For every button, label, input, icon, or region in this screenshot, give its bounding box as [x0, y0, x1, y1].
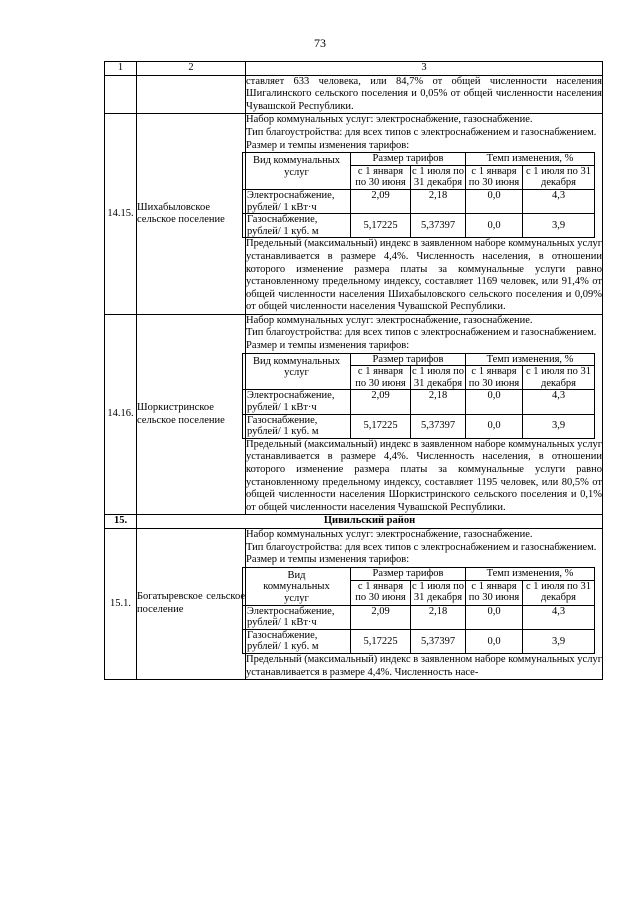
table-cell: 2,09: [351, 390, 411, 414]
col-size-header: Размер тарифов: [351, 353, 466, 366]
entry-row: [105, 314, 603, 515]
tariff-table: [242, 152, 595, 238]
table-cell: 0,0: [466, 414, 523, 438]
table-cell: 2,18: [411, 605, 466, 629]
tariff-table: [242, 567, 595, 654]
services-set: Набор коммунальных услуг: электроснабжение, газоснабжение.: [246, 528, 533, 540]
header-col-2: 2: [137, 62, 246, 76]
col-service-header: Вид коммунальных услуг: [243, 153, 351, 190]
period-header: с 1 июля по 31 декабря: [523, 580, 595, 605]
section-number: 15.: [105, 515, 137, 529]
entry-number: 15.1.: [105, 528, 137, 679]
table-cell: 3,9: [523, 214, 595, 238]
entry-row: [105, 114, 603, 315]
period-header: с 1 января по 30 июня: [466, 366, 523, 390]
period-header: с 1 июля по 31 декабря: [412, 580, 464, 604]
table-cell: 5,37397: [411, 414, 466, 438]
table-cell: 0,0: [466, 214, 523, 238]
col-rate-header: Темп изменения, %: [466, 353, 595, 366]
page-number: 73: [314, 36, 326, 50]
tariff-table: [242, 353, 595, 439]
limit-index-text: Предельный (максимальный) индекс в заявленном наборе коммунальных услуг устанавливается в размере 4,4%. Численность населения, в отношении которого изменение размера платы за коммунальные услуги равно установленному предельному индексу, составляет 1169 человек, или 91,4% от общей численности населения Шихабыловского сельского поселения и 0,09% от общей численности населения Чувашской Республики.: [246, 238, 603, 313]
col-rate-header: Темп изменения, %: [466, 567, 595, 580]
table-cell: 5,17225: [351, 629, 411, 653]
improvement-type: Тип благоустройства: для всех типов с электроснабжением и газоснабжением.: [246, 541, 597, 553]
col-rate-header: Темп изменения, %: [466, 153, 595, 166]
table-cell: 2,09: [351, 605, 411, 629]
table-cell: 2,18: [411, 189, 466, 213]
table-cell: 5,37397: [411, 214, 466, 238]
settlement-name: Шихабыловское сельское поселение: [137, 114, 246, 315]
limit-index-text: Предельный (максимальный) индекс в заявленном наборе коммунальных услуг устанавливается в размере 4,4%. Численность населения, в отношении которого изменение размера платы за коммунальные услуги равно установленному предельному индексу, составляет 1195 человек, или 80,5% от общей численности населения Шоркистринского сельского поселения и 0,1% от общей численности населения Чувашской Республики.: [246, 438, 603, 513]
entry-row: [105, 528, 603, 679]
table-row: [243, 189, 595, 213]
table-cell: 2,09: [351, 189, 411, 213]
period-header: с 1 января по 30 июня: [351, 165, 411, 189]
period-header: с 1 июля по 31 декабря: [412, 366, 464, 389]
entry-content: [246, 114, 603, 315]
section-header-row: [105, 515, 603, 529]
col-service-header: Вид коммунальных услуг: [243, 353, 351, 390]
entry-content: [246, 528, 603, 679]
tariff-document-table: [104, 61, 603, 680]
table-cell: 0,0: [466, 189, 523, 213]
row-label: Электроснабжение, рублей/ 1 кВт·ч: [243, 189, 351, 213]
tariff-caption: Размер и темпы изменения тарифов:: [246, 554, 410, 566]
table-cell: 4,3: [523, 605, 595, 629]
entry-number: 14.16.: [105, 314, 137, 515]
continuation-row: [105, 75, 603, 114]
table-cell: 2,18: [411, 390, 466, 414]
table-cell: 4,3: [523, 390, 595, 414]
col-size-header: Размер тарифов: [351, 153, 466, 166]
settlement-name: Шоркистринское сельское поселение: [137, 314, 246, 515]
table-cell: 5,37397: [411, 629, 466, 653]
entry-number: 14.15.: [105, 114, 137, 315]
row-label: Газоснабжение, рублей/ 1 куб. м: [243, 629, 351, 653]
table-row: [243, 629, 595, 653]
section-title: Цивильский район: [137, 515, 603, 529]
table-cell: 5,17225: [351, 214, 411, 238]
limit-index-text: Предельный (максимальный) индекс в заявленном наборе коммунальных услуг устанавливается в размере 4,4%. Численность насе-: [246, 653, 603, 678]
row-label: Газоснабжение, рублей/ 1 куб. м: [243, 214, 351, 238]
period-header: с 1 июля по 31 декабря: [412, 165, 464, 189]
table-cell: 0,0: [466, 605, 523, 629]
col-size-header: Размер тарифов: [351, 567, 466, 580]
tariff-caption: Размер и темпы изменения тарифов:: [246, 139, 410, 151]
table-cell: 4,3: [523, 189, 595, 213]
table-cell: 0,0: [466, 390, 523, 414]
col-service-header: Вид коммунальных услуг: [243, 567, 351, 605]
period-header: с 1 июля по 31 декабря: [523, 366, 595, 390]
row-label: Электроснабжение, рублей/ 1 кВт·ч: [243, 605, 351, 629]
services-set: Набор коммунальных услуг: электроснабжение, газоснабжение.: [246, 314, 533, 326]
period-header: с 1 января по 30 июня: [466, 580, 523, 605]
settlement-name: Богатыревское сельское поселение: [137, 528, 246, 679]
header-col-3: 3: [246, 62, 603, 76]
services-set: Набор коммунальных услуг: электроснабжение, газоснабжение.: [246, 114, 533, 126]
row-label: Электроснабжение, рублей/ 1 кВт·ч: [243, 390, 351, 414]
table-row: [243, 605, 595, 629]
column-number-header: [105, 62, 603, 76]
table-row: [243, 390, 595, 414]
period-header: с 1 июля по 31 декабря: [523, 165, 595, 189]
table-row: [243, 414, 595, 438]
header-col-1: 1: [105, 62, 137, 76]
row-label: Газоснабжение, рублей/ 1 куб. м: [243, 414, 351, 438]
period-header: с 1 января по 30 июня: [466, 165, 523, 189]
continuation-text: ставляет 633 человека, или 84,7% от общей численности населения Шигалинского сельского поселения и 0,05% от общей численности населения Чувашской Республики.: [246, 75, 603, 114]
period-header: с 1 января по 30 июня: [351, 366, 411, 390]
improvement-type: Тип благоустройства: для всех типов с электроснабжением и газоснабжением.: [246, 126, 597, 138]
period-header: с 1 января по 30 июня: [351, 580, 411, 605]
table-cell: 0,0: [466, 629, 523, 653]
table-cell: 5,17225: [351, 414, 411, 438]
table-cell: 3,9: [523, 414, 595, 438]
tariff-caption: Размер и темпы изменения тарифов:: [246, 340, 410, 352]
entry-content: [246, 314, 603, 515]
improvement-type: Тип благоустройства: для всех типов с электроснабжением и газоснабжением.: [246, 327, 597, 339]
table-row: [243, 214, 595, 238]
table-cell: 3,9: [523, 629, 595, 653]
